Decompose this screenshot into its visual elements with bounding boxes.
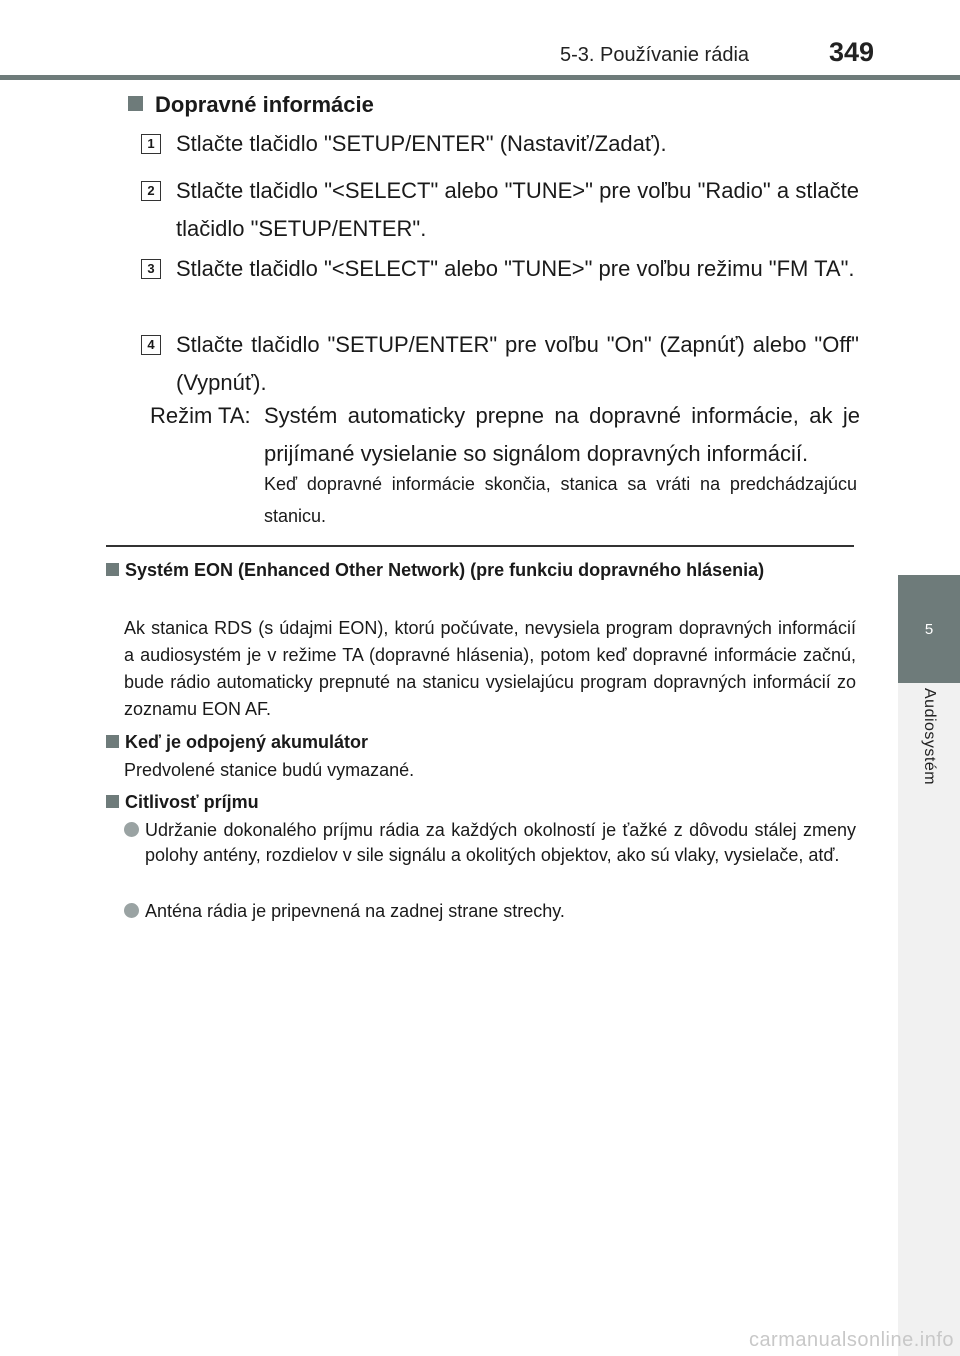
page-number: 349 xyxy=(829,37,875,67)
bullet-item xyxy=(124,818,856,868)
step-4 xyxy=(141,326,859,402)
chapter-tab[interactable] xyxy=(898,575,960,683)
step-1 xyxy=(141,125,859,163)
section-title: 5-3. Používanie rádia xyxy=(560,44,750,66)
ta-mode-label: Režim TA: xyxy=(150,403,251,428)
watermark: carmanualsonline.info xyxy=(748,1329,954,1351)
step-number-badge: 4 xyxy=(141,335,161,355)
step-3 xyxy=(141,250,859,288)
battery-heading-text: Keď je odpojený akumulátor xyxy=(125,732,368,752)
battery-text: Predvolené stanice budú vymazané. xyxy=(124,760,415,780)
section-heading-text: Dopravné informácie xyxy=(155,92,374,117)
ta-mode-note: Keď dopravné informácie skončia, stanica sa vráti na predchádzajúcu stanicu. xyxy=(264,474,857,526)
section-heading xyxy=(128,92,374,118)
sensitivity-heading xyxy=(106,789,856,816)
round-bullet-icon xyxy=(124,822,139,837)
step-number-badge: 1 xyxy=(141,134,161,154)
sensitivity-heading-text: Citlivosť príjmu xyxy=(125,792,259,812)
square-bullet-icon xyxy=(128,96,143,111)
section-divider xyxy=(106,545,854,547)
square-bullet-icon xyxy=(106,795,119,808)
eon-heading-text: Systém EON (Enhanced Other Network) (pre funkciu dopravného hlásenia) xyxy=(125,560,765,580)
ta-mode-text: Systém automaticky prepne na dopravné informácie, ak je prijímané vysielanie so signálom dopravných informácií. xyxy=(264,403,860,466)
step-text: Stlačte tlačidlo "<SELECT" alebo "TUNE>" pre voľbu režimu "FM TA". xyxy=(176,256,855,281)
step-text: Stlačte tlačidlo "SETUP/ENTER" (Nastaviť/Zadať). xyxy=(176,131,667,156)
chapter-number: 5 xyxy=(924,620,934,638)
step-number-badge: 2 xyxy=(141,181,161,201)
step-text: Stlačte tlačidlo "SETUP/ENTER" pre voľbu "On" (Zapnúť) alebo "Off" (Vypnúť). xyxy=(176,332,859,395)
battery-heading xyxy=(106,729,856,756)
square-bullet-icon xyxy=(106,735,119,748)
step-text: Stlačte tlačidlo "<SELECT" alebo "TUNE>" pre voľbu "Radio" a stlačte tlačidlo "SETUP/ENTER". xyxy=(176,178,859,241)
bullet-item xyxy=(124,899,856,924)
ta-mode-description xyxy=(150,397,860,473)
round-bullet-icon xyxy=(124,903,139,918)
eon-heading xyxy=(106,557,856,584)
bullet-text: Udržanie dokonalého príjmu rádia za každých okolností je ťažké z dôvodu stálej zmeny polohy antény, rozdielov v sile signálu a okolitých objektov, ako sú vlaky, vysielače, atď. xyxy=(145,820,856,865)
bullet-text: Anténa rádia je pripevnená na zadnej strane strechy. xyxy=(145,901,565,921)
eon-text: Ak stanica RDS (s údajmi EON), ktorú počúvate, nevysiela program dopravných informácií a audiosystém je v režime TA (dopravné hlásenia), potom keď dopravné informácie začnú, bude rádio automaticky prepnuté na stanicu vysielajúcu program dopravných informácií zo zoznamu EON AF. xyxy=(124,618,856,719)
header-rule xyxy=(0,75,960,80)
step-number-badge: 3 xyxy=(141,259,161,279)
chapter-title: Audiosystém xyxy=(921,688,938,786)
step-2 xyxy=(141,172,859,248)
square-bullet-icon xyxy=(106,563,119,576)
